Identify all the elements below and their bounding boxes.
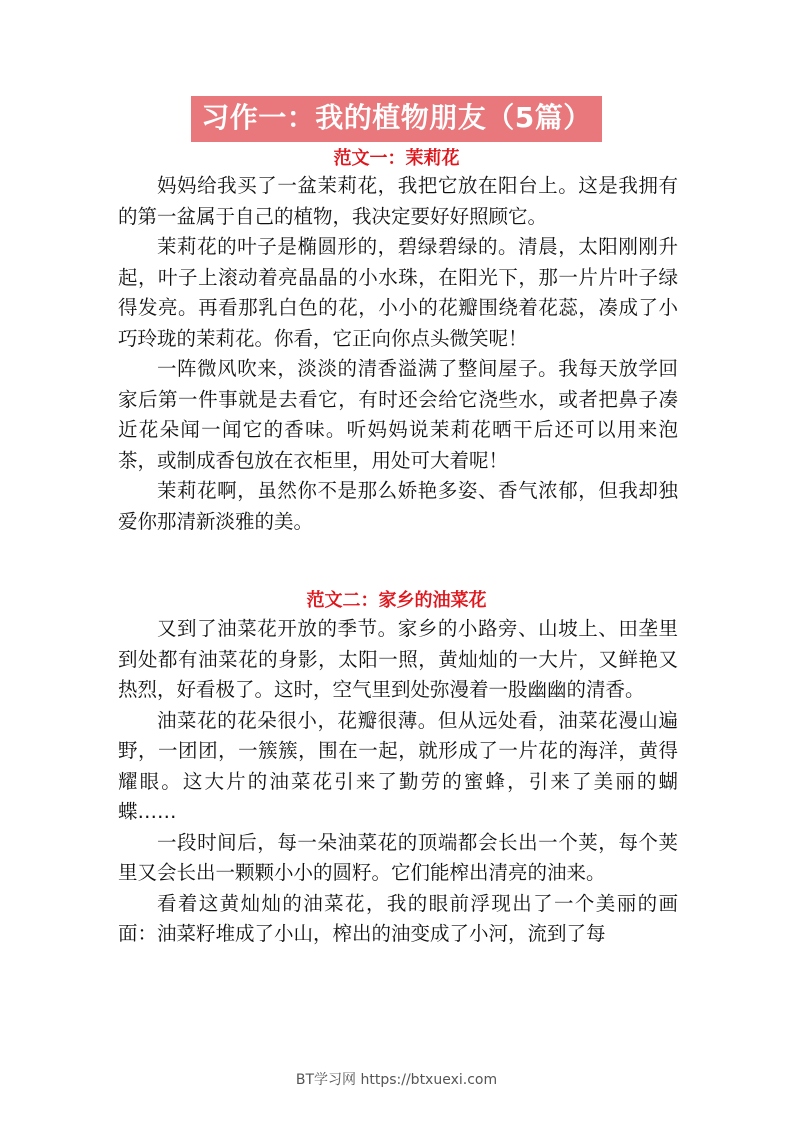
essay-1-paragraph-2: 茉莉花的叶子是椭圆形的，碧绿碧绿的。清晨，太阳刚刚升起，叶子上滚动着亮晶晶的小水珠，在阳光下，那一片片叶子绿得发亮。再看那乳白色的花，小小的花瓣围绕着花蕊，凑成了小巧玲珑的茉莉花。你看，它正向你点头微笑呢！ [118, 235, 678, 350]
footer-watermark: BT学习网 https://btxuexi.com [295, 1072, 498, 1088]
main-title-container [0, 96, 793, 142]
essay-1-paragraph-1: 妈妈给我买了一盆茉莉花，我把它放在阳台上。这是我拥有的第一盆属于自己的植物，我决定要好好照顾它。 [118, 174, 678, 228]
essay-2-paragraph-4: 看着这黄灿灿的油菜花，我的眼前浮现出了一个美丽的画面：油菜籽堆成了小山，榨出的油变成了小河，流到了每 [118, 891, 678, 945]
essay-1-body [118, 171, 678, 537]
essay-1-title: 范文一：茉莉花 [333, 148, 460, 169]
essay-2-paragraph-2: 油菜花的花朵很小，花瓣很薄。但从远处看，油菜花漫山遍野，一团团，一簇簇，围在一起，就形成了一片花的海洋，黄得耀眼。这大片的油菜花引来了勤劳的蜜蜂，引来了美丽的蝴蝶…… [118, 708, 678, 823]
essay-1-paragraph-4: 茉莉花啊，虽然你不是那么娇艳多姿、香气浓郁，但我却独爱你那清新淡雅的美。 [118, 479, 678, 533]
essay-2-paragraph-1: 又到了油菜花开放的季节。家乡的小路旁、山坡上、田垄里到处都有油菜花的身影，太阳一照，黄灿灿的一大片，又鲜艳又热烈，好看极了。这时，空气里到处弥漫着一股幽幽的清香。 [118, 617, 678, 701]
essay-2-body [118, 614, 678, 950]
essay-2-title: 范文二：家乡的油菜花 [306, 590, 487, 611]
essay-1-paragraph-3: 一阵微风吹来，淡淡的清香溢满了整间屋子。我每天放学回家后第一件事就是去看它，有时还会给它浇些水，或者把鼻子凑近花朵闻一闻它的香味。听妈妈说茉莉花晒干后还可以用来泡茶，或制成香包放在衣柜里，用处可大着呢！ [118, 357, 678, 472]
essay-2-paragraph-3: 一段时间后，每一朵油菜花的顶端都会长出一个荚，每个荚里又会长出一颗颗小小的圆籽。它们能榨出清亮的油来。 [118, 830, 678, 884]
main-title: 习作一：我的植物朋友（5篇） [191, 96, 601, 142]
